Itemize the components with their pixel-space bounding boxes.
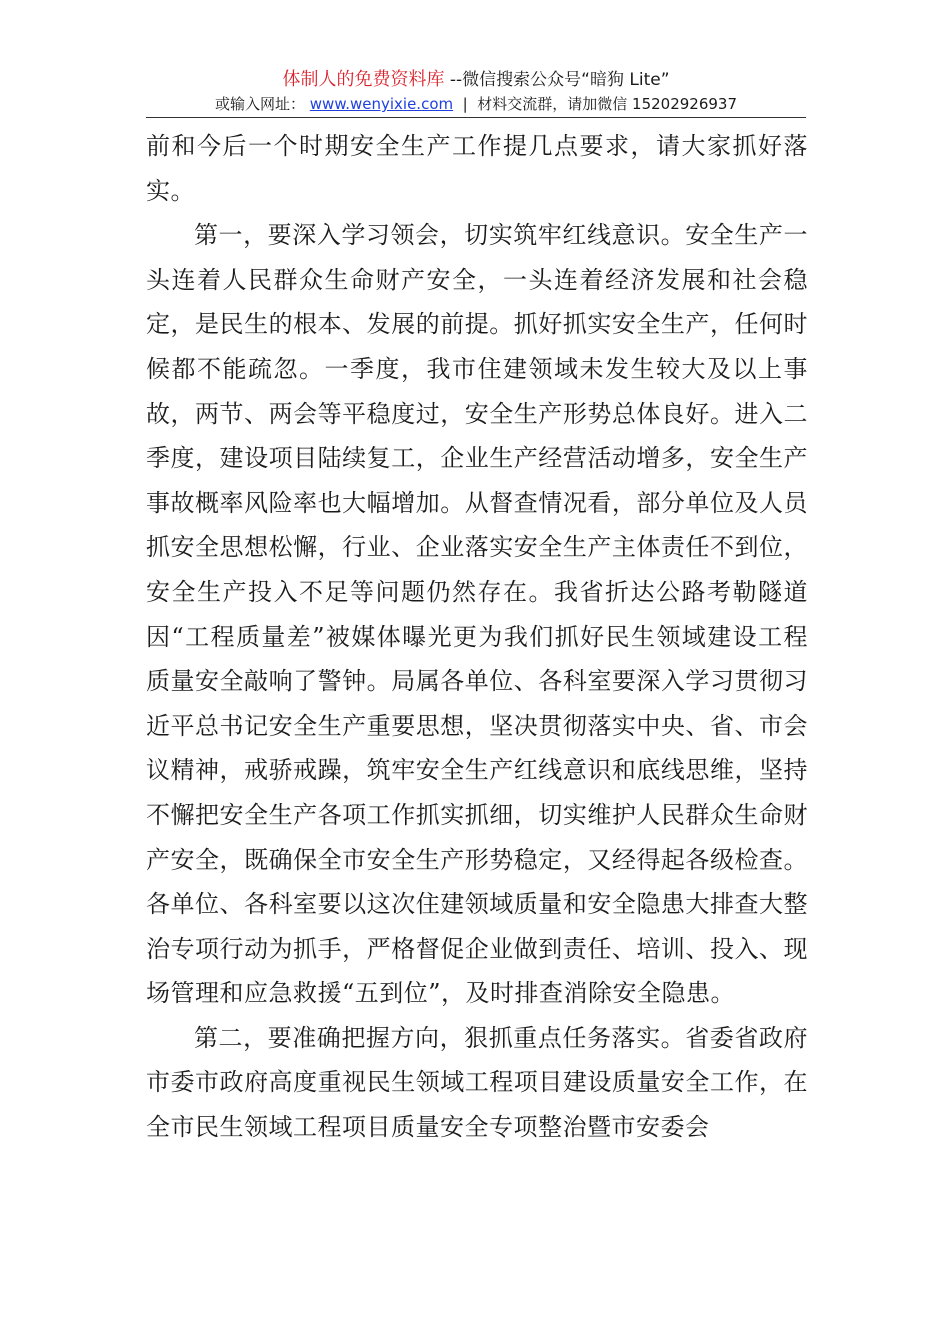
- header-line-2: [146, 93, 806, 115]
- header-line-1: [146, 68, 806, 92]
- document-header: [146, 68, 806, 115]
- header-divider: [146, 117, 806, 118]
- brand-title: 体制人的免费资料库: [282, 69, 445, 90]
- document-body: [146, 124, 808, 1150]
- url-prefix: 或输入网址：: [214, 95, 305, 113]
- paragraph-second-point: 第二，要准确把握方向，狠抓重点任务落实。省委省政府市委市政府高度重视民生领域工程项目建设质量安全工作，在全市民生领域工程项目质量安全专项整治暨市安委会: [146, 1023, 808, 1142]
- paragraph-continuation: 前和今后一个时期安全生产工作提几点要求，请大家抓好落实。: [146, 132, 808, 205]
- website-link[interactable]: www.wenyixie.com: [309, 95, 454, 113]
- header-tagline: --微信搜索公众号“暗狗 Lite”: [449, 70, 670, 90]
- header-separator: |: [457, 95, 473, 113]
- contact-info: 材料交流群，请加微信 15202926937: [477, 95, 738, 113]
- paragraph-first-point: 第一，要深入学习领会，切实筑牢红线意识。安全生产一头连着人民群众生命财产安全，一头连着经济发展和社会稳定，是民生的根本、发展的前提。抓好抓实安全生产，任何时候都不能疏忽。一季度，我市住建领域未发生较大及以上事故，两节、两会等平稳度过，安全生产形势总体良好。进入二季度，建设项目陆续复工，企业生产经营活动增多，安全生产事故概率风险率也大幅增加。从督查情况看，部分单位及人员抓安全思想松懈，行业、企业落实安全生产主体责任不到位，安全生产投入不足等问题仍然存在。我省折达公路考勒隧道因“工程质量差”被媒体曝光更为我们抓好民生领域建设工程质量安全敲响了警钟。局属各单位、各科室要深入学习贯彻习近平总书记安全生产重要思想，坚决贯彻落实中央、省、市会议精神，戒骄戒躁，筑牢安全生产红线意识和底线思维，坚持不懈把安全生产各项工作抓实抓细，切实维护人民群众生命财产安全，既确保全市安全生产形势稳定，又经得起各级检查。各单位、各科室要以这次住建领域质量和安全隐患大排查大整治专项行动为抓手，严格督促企业做到责任、培训、投入、现场管理和应急救援“五到位”，及时排查消除安全隐患。: [146, 221, 808, 1008]
